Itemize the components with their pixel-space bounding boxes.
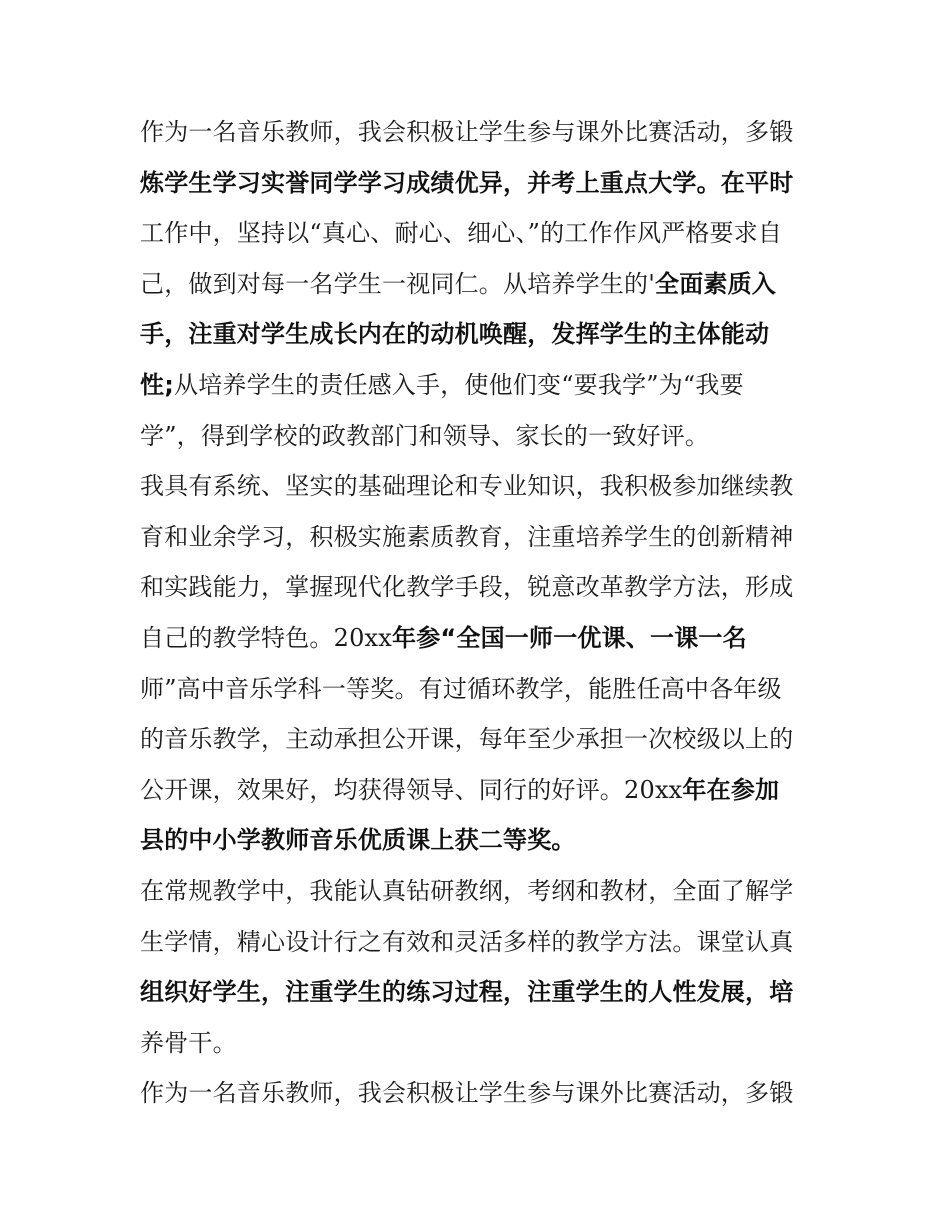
text-line xyxy=(140,158,820,209)
text-segment: 学”，得到学校的政教部门和领导、家长的一致好评。 xyxy=(140,421,710,450)
text-segment: 作为一名音乐教师，我会积极让学生参与课外比赛活动，多锻 xyxy=(140,118,794,146)
text-segment: 生学情，精心设计行之有效和灵活多样的教学方法。课堂认真 xyxy=(140,927,794,956)
text-segment: 年在参加 xyxy=(682,775,780,804)
text-line xyxy=(140,1018,820,1069)
text-segment: 己，做到对每一名学生一视同仁。从培养学生的' xyxy=(140,269,655,298)
text-segment: 在常规教学中，我能认真钻研教纲，考纲和教材，全面了解学 xyxy=(140,876,794,905)
text-line xyxy=(140,411,820,462)
text-line xyxy=(140,512,820,563)
text-line xyxy=(140,765,820,816)
text-segment: 县的中小学教师音乐优质课上获二等奖。 xyxy=(140,826,576,855)
text-segment: 我具有系统、坚实的基础理论和专业知识，我积极参加继续教 xyxy=(140,472,794,501)
text-segment: 作为一名音乐教师，我会积极让学生参与课外比赛活动，多锻 xyxy=(140,1079,794,1108)
text-line xyxy=(140,107,820,158)
text-segment: 养骨干。 xyxy=(140,1028,237,1057)
text-line xyxy=(140,866,820,917)
text-line xyxy=(140,613,820,664)
text-line xyxy=(140,208,820,259)
text-line xyxy=(140,815,820,866)
text-line xyxy=(140,664,820,715)
text-segment: 和实践能力，掌握现代化教学手段，锐意改革教学方法，形成 xyxy=(140,573,794,602)
text-segment: 从培养学生的责任感入手，使他们变“要我学”为“我要 xyxy=(174,370,744,399)
text-segment: 公开课，效果好，均获得领导、同行的好评。20xx xyxy=(140,775,683,804)
text-segment: 育和业余学习，积极实施素质教育，注重培养学生的创新精神 xyxy=(140,522,794,551)
text-segment: 手，注重对学生成长内在的动机唤醒，发挥学生的主体能动 xyxy=(140,320,770,349)
text-line xyxy=(140,360,820,411)
text-line xyxy=(140,309,820,360)
text-segment: 工作中，坚持以“真心、耐心、细心、”的工作作风严格要求自 xyxy=(140,219,783,248)
text-segment: 的音乐教学，主动承担公开课，每年至少承担一次校级以上的 xyxy=(140,725,794,754)
text-line xyxy=(140,917,820,968)
text-line xyxy=(140,562,820,613)
text-segment: 炼学生学习实誉同学学习成绩优异，并考上重点大学。在平时 xyxy=(140,168,794,197)
text-segment: 全面素质入 xyxy=(655,269,776,298)
text-line xyxy=(140,714,820,765)
document-body xyxy=(140,107,820,1119)
text-line xyxy=(140,259,820,310)
text-segment: 自己的教学特色。20xx xyxy=(140,623,393,652)
text-segment: 年参“全国一师一优课、一课一名 xyxy=(392,623,747,652)
text-segment: 师”高中音乐学科一等奖。有过循环教学，能胜任高中各年级 xyxy=(140,674,782,703)
text-segment: 性; xyxy=(140,370,174,399)
text-segment: 组织好学生，注重学生的练习过程，注重学生的人性发展，培 xyxy=(140,978,794,1007)
text-line xyxy=(140,461,820,512)
text-line xyxy=(140,1068,820,1119)
text-line xyxy=(140,967,820,1018)
